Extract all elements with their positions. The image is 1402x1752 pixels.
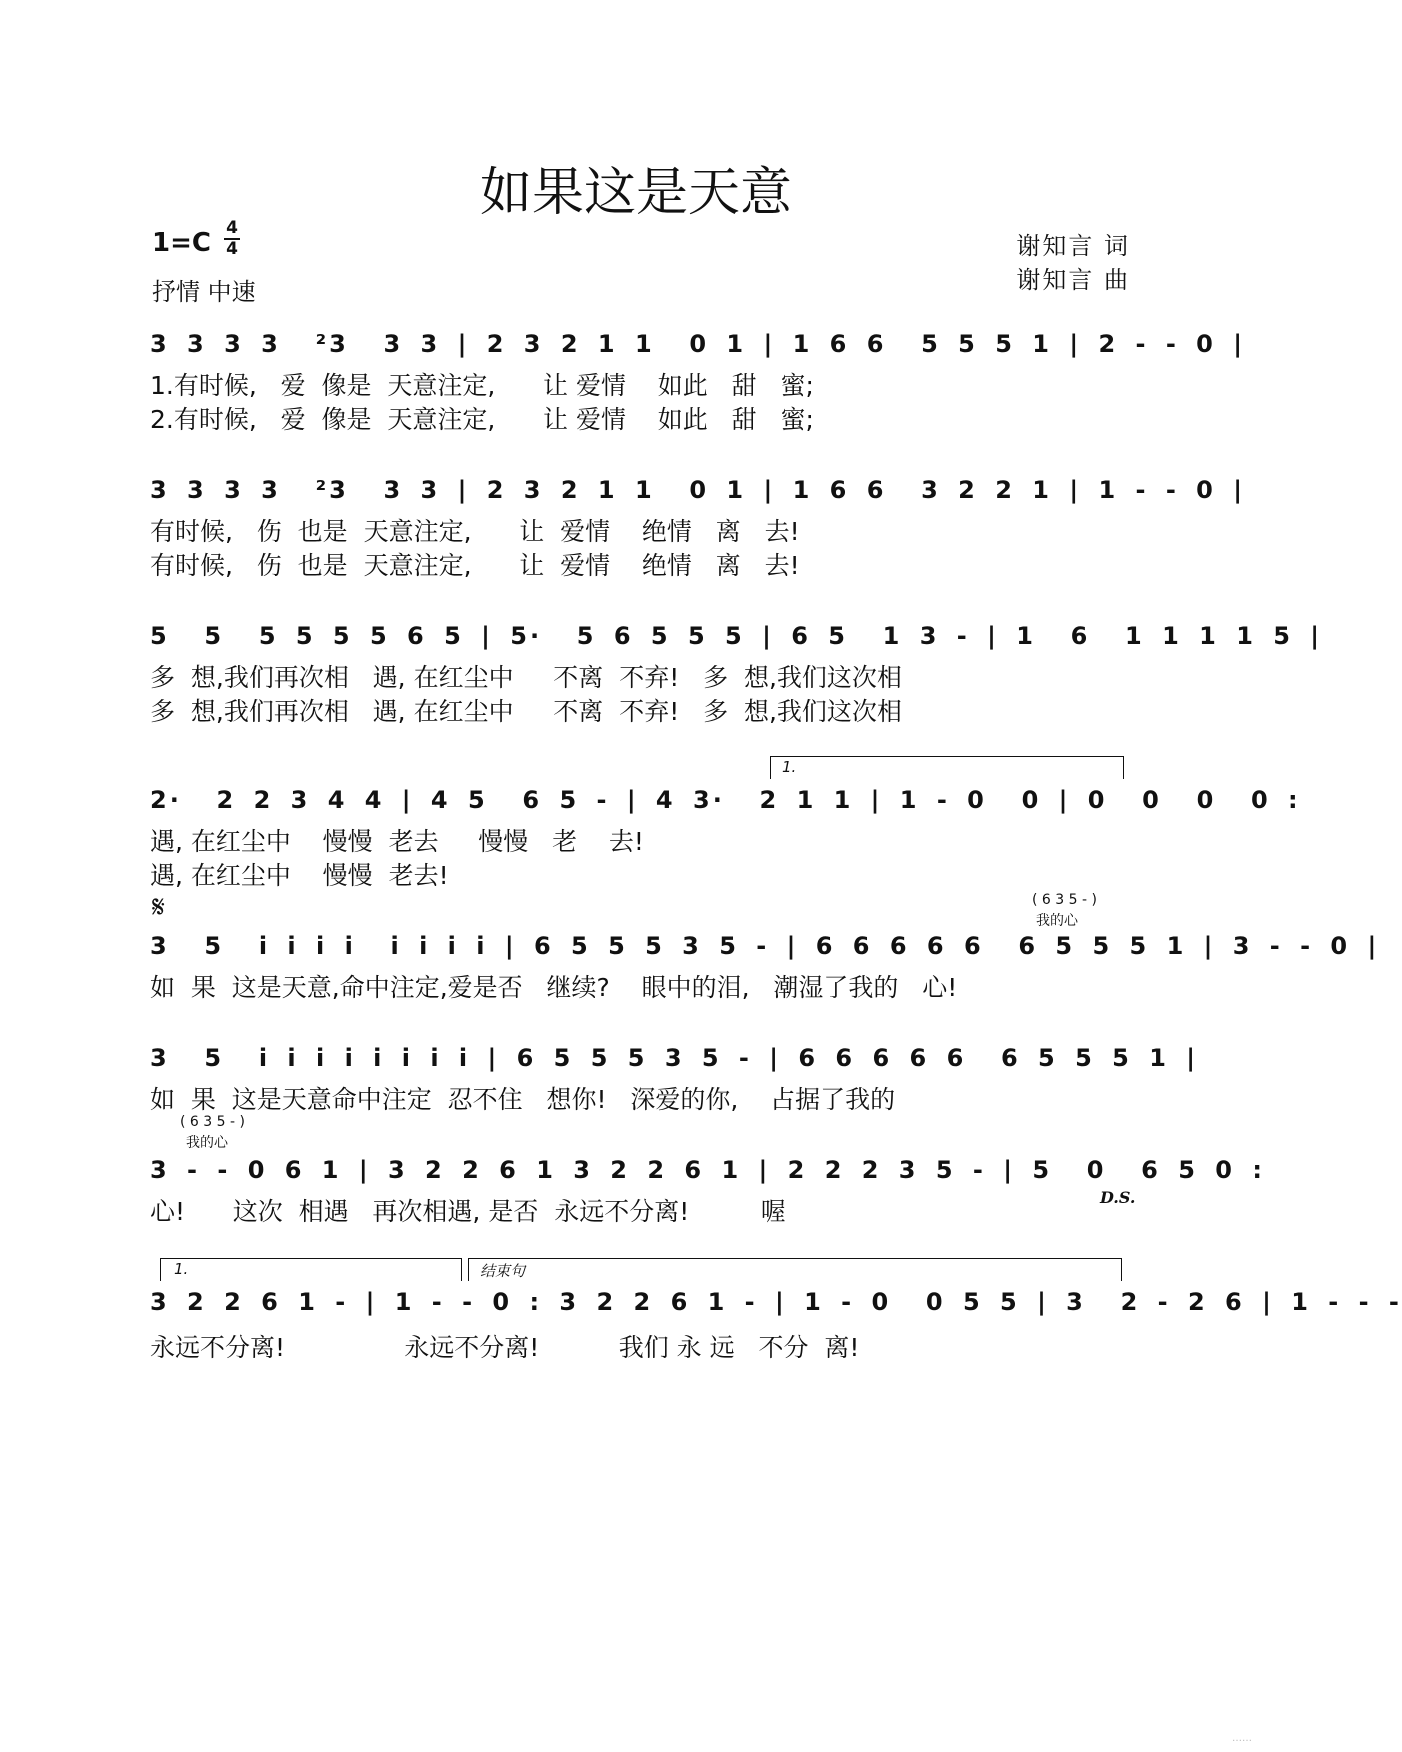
tempo-marking: 抒情 中速 [152, 278, 256, 306]
lyric-verse-2: 遇, 在红尘中 慢慢 老去! [150, 861, 449, 890]
lyricist-credit: 谢知言 词 [1016, 232, 1130, 260]
ds-marking: D.S. [1100, 1188, 1136, 1207]
lyric-verse-1: 多 想,我们再次相 遇, 在红尘中 不离 不弃! 多 想,我们这次相 [150, 663, 902, 692]
notes-line: 3 3 3 3 ²3 3 3 | 2 3 2 1 1 0 1 | 1 6 6 3 2 2 1 | 1 - - 0 | [150, 476, 1245, 504]
notes-line: 3 5 i i i i i i i i | 6 5 5 5 3 5 - | 6 6 6 6 6 6 5 5 5 1 | [150, 1044, 1199, 1072]
notes-line: 3 2 2 6 1 - | 1 - - 0 : 3 2 2 6 1 - | 1 - 0 0 5 5 | 3 2 - 2 6 | 1 - - - [150, 1288, 1402, 1316]
key-signature: 1=C [152, 228, 211, 258]
lyric-verse-2: 多 想,我们再次相 遇, 在红尘中 不离 不弃! 多 想,我们这次相 [150, 697, 902, 726]
time-bottom: 4 [226, 239, 238, 259]
lyric-verse-1: 1.有时候, 爱 像是 天意注定, 让 爱情 如此 甜 蜜; [150, 371, 814, 400]
notes-line: 3 5 i i i i i i i i | 6 5 5 5 3 5 - | 6 6 6 6 6 6 5 5 5 1 | 3 - - 0 | [150, 932, 1380, 960]
volta-label: 1. [782, 758, 797, 776]
time-signature [224, 220, 240, 258]
volta-bracket-1 [770, 756, 1124, 779]
lyric-verse-1: 遇, 在红尘中 慢慢 老去 慢慢 老 去! [150, 827, 644, 856]
lyric-verse-2: 有时候, 伤 也是 天意注定, 让 爱情 绝情 离 去! [150, 551, 800, 580]
notes-line: 5 5 5 5 5 5 6 5 | 5· 5 6 5 5 5 | 6 5 1 3 - | 1 6 1 1 1 1 5 | [150, 622, 1323, 650]
aside-lyric: 我的心 [186, 1135, 228, 1151]
segno-sign: 𝄋 [152, 890, 165, 925]
aside-lyric: 我的心 [1036, 913, 1078, 929]
page-title: 如果这是天意 [479, 163, 792, 223]
aside-notes: ( 6 3 5 - ) [180, 1114, 245, 1130]
coda-label: 结束句 [480, 1262, 526, 1280]
notes-line: 2· 2 2 3 4 4 | 4 5 6 5 - | 4 3· 2 1 1 | 1 - 0 0 | 0 0 0 0 : [150, 786, 1301, 814]
lyric-verse-1: 心! 这次 相遇 再次相遇, 是否 永远不分离! 喔 [150, 1197, 786, 1226]
time-top: 4 [226, 218, 238, 238]
aside-notes: ( 6 3 5 - ) [1032, 892, 1097, 908]
lyric-verse-1: 如 果 这是天意命中注定 忍不住 想你! 深爱的你, 占据了我的 [150, 1085, 896, 1114]
lyric-verse-1: 有时候, 伤 也是 天意注定, 让 爱情 绝情 离 去! [150, 517, 800, 546]
footer-watermark: …… [1232, 1733, 1252, 1744]
lyric-verse-2: 2.有时候, 爱 像是 天意注定, 让 爱情 如此 甜 蜜; [150, 405, 814, 434]
composer-credit: 谢知言 曲 [1016, 266, 1130, 294]
volta-label: 1. [174, 1260, 189, 1278]
notes-line: 3 3 3 3 ²3 3 3 | 2 3 2 1 1 0 1 | 1 6 6 5 5 5 1 | 2 - - 0 | [150, 330, 1245, 358]
notes-line: 3 - - 0 6 1 | 3 2 2 6 1 3 2 2 6 1 | 2 2 2 3 5 - | 5 0 6 5 0 : [150, 1156, 1265, 1184]
volta-bracket-1 [160, 1258, 462, 1281]
lyric-verse-1: 永远不分离! 永远不分离! 我们 永 远 不分 离! [150, 1333, 860, 1362]
lyric-verse-1: 如 果 这是天意,命中注定,爱是否 继续? 眼中的泪, 潮湿了我的 心! [150, 973, 958, 1002]
coda-bracket [468, 1258, 1122, 1281]
